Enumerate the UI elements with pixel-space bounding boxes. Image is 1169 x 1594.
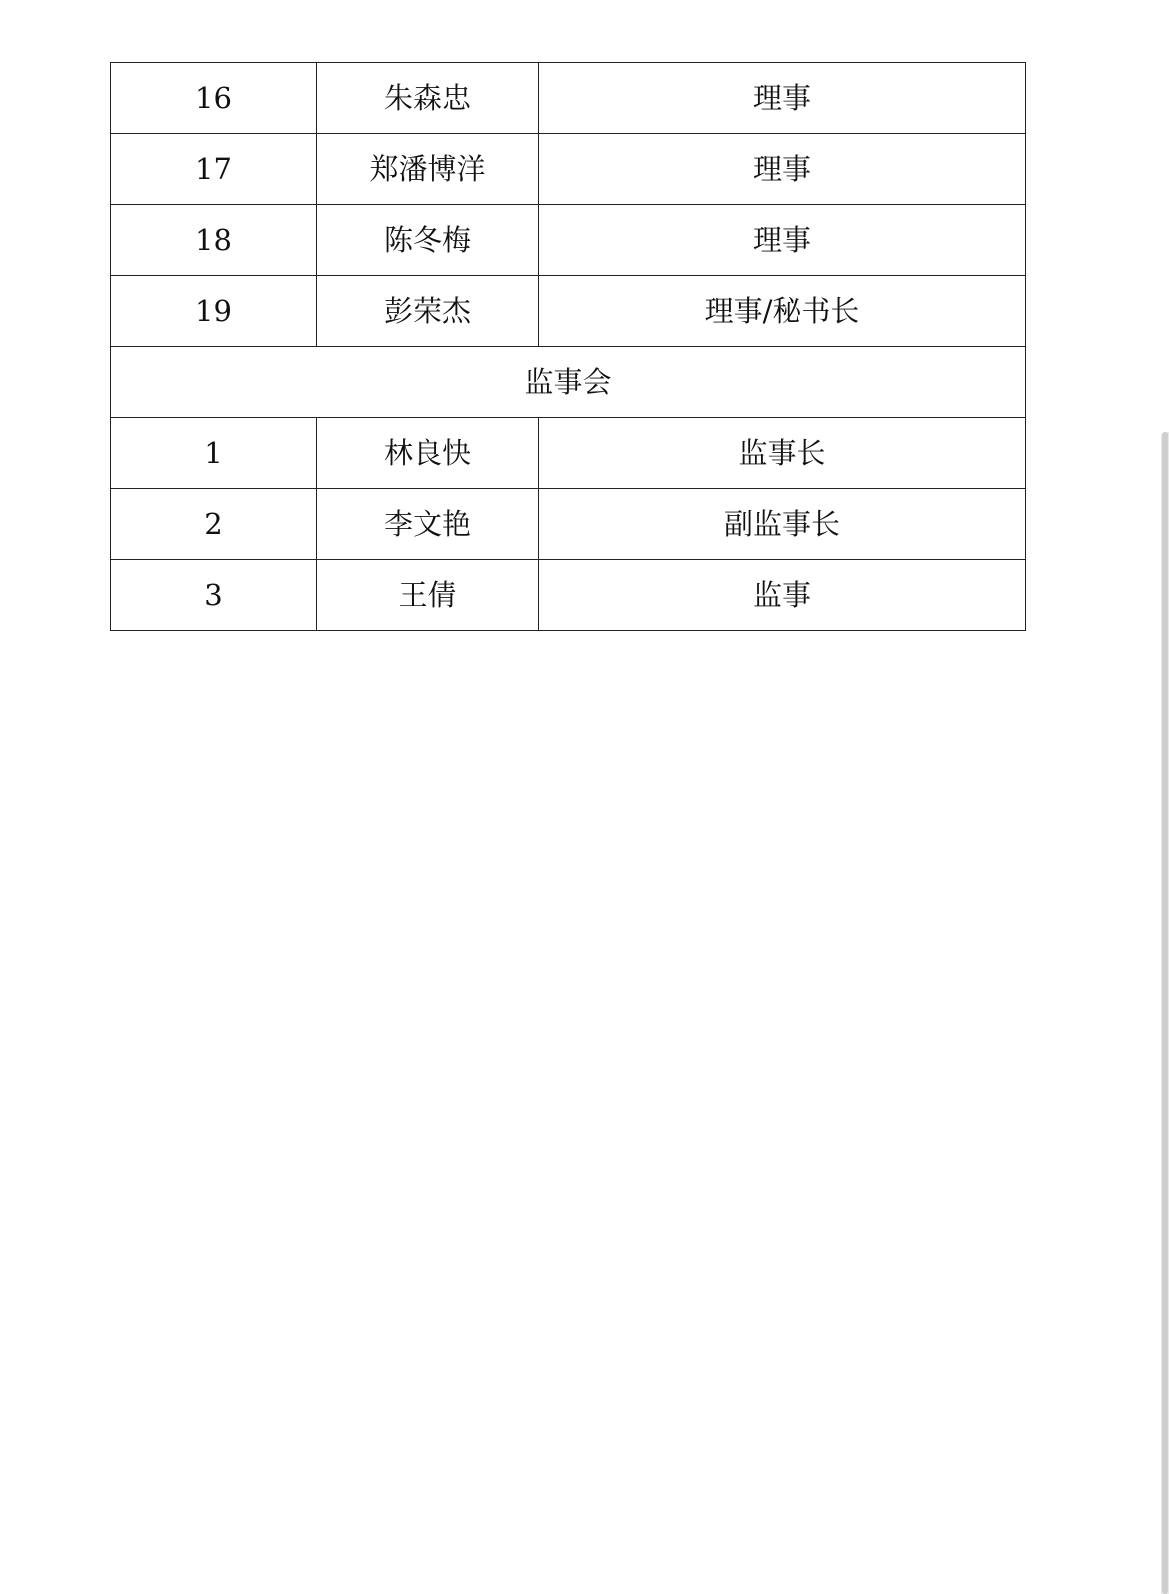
member-name: 李文艳 xyxy=(317,489,539,560)
table-row xyxy=(111,205,1026,276)
member-role: 理事 xyxy=(539,205,1026,276)
table-row xyxy=(111,134,1026,205)
row-number: 1 xyxy=(111,418,317,489)
member-name: 王倩 xyxy=(317,560,539,631)
member-name: 朱森忠 xyxy=(317,63,539,134)
member-name: 彭荣杰 xyxy=(317,276,539,347)
table-row xyxy=(111,418,1026,489)
row-number: 16 xyxy=(111,63,317,134)
member-role: 理事 xyxy=(539,134,1026,205)
table-row xyxy=(111,276,1026,347)
member-name: 郑潘博洋 xyxy=(317,134,539,205)
member-name: 陈冬梅 xyxy=(317,205,539,276)
row-number: 17 xyxy=(111,134,317,205)
scrollbar-thumb[interactable] xyxy=(1162,432,1168,1594)
row-number: 19 xyxy=(111,276,317,347)
row-number: 3 xyxy=(111,560,317,631)
member-role: 监事长 xyxy=(539,418,1026,489)
member-table xyxy=(110,62,1026,631)
member-role: 理事 xyxy=(539,63,1026,134)
member-role: 理事/秘书长 xyxy=(539,276,1026,347)
section-header-row xyxy=(111,347,1026,418)
vertical-scrollbar[interactable] xyxy=(1161,432,1169,1594)
table-row xyxy=(111,560,1026,631)
row-number: 18 xyxy=(111,205,317,276)
member-role: 副监事长 xyxy=(539,489,1026,560)
member-name: 林良快 xyxy=(317,418,539,489)
table-row xyxy=(111,63,1026,134)
row-number: 2 xyxy=(111,489,317,560)
section-title: 监事会 xyxy=(111,347,1026,418)
member-role: 监事 xyxy=(539,560,1026,631)
table-row xyxy=(111,489,1026,560)
